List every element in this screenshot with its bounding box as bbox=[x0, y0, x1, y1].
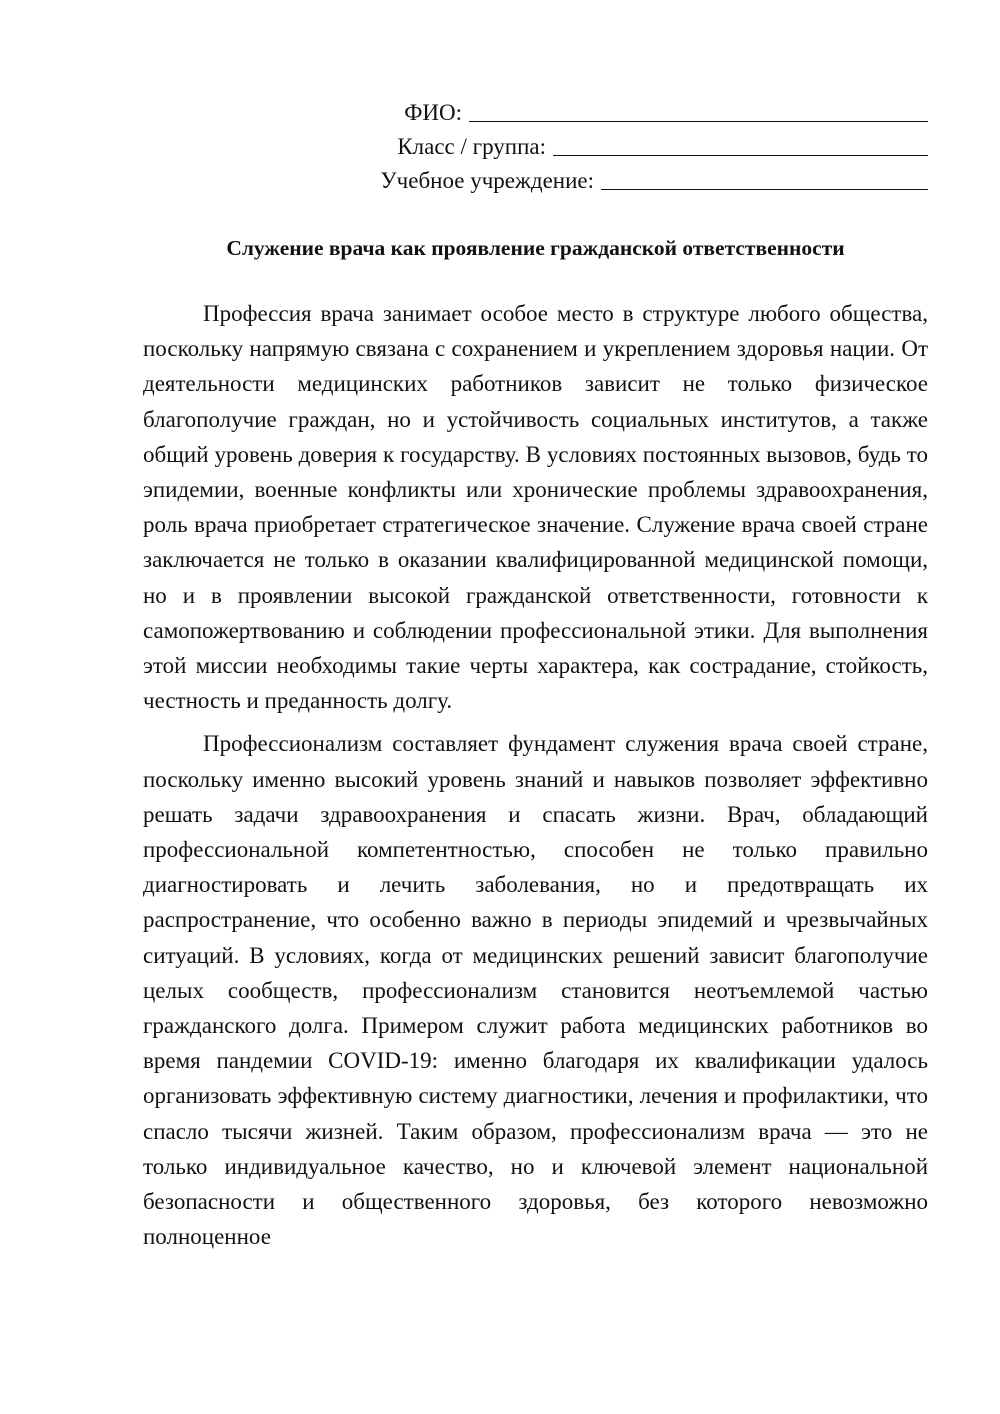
institution-label: Учебное учреждение: bbox=[380, 168, 594, 193]
essay-title: Служение врача как проявление гражданской ответственности bbox=[226, 236, 845, 260]
institution-blank-line[interactable] bbox=[601, 167, 928, 190]
paragraph-professionalism: Профессионализм составляет фундамент служения врача своей стране, поскольку именно высокий уровень знаний и навыков позволяет эффективно решать задачи здравоохранения и спасать жизни. Врач, обладающий профессиональной компетентностью, способен не только правильно диагностировать и лечить заболевания, но и предотвращать их распространение, что особенно важно в периоды эпидемий и чрезвычайных ситуаций. В условиях, когда от медицинских решений зависит благополучие целых сообществ, профессионализм становится неотъемлемой частью гражданского долга. Примером служит работа медицинских работников во время пандемии COVID-19: именно благодаря их квалификации удалось организовать эффективную систему диагностики, лечения и профилактики, что спасло тысячи жизней. Таким образом, профессионализм врача — это не только индивидуальное качество, но и ключевой элемент национальной безопасности и общественного здоровья, без которого невозможно полноценное bbox=[143, 731, 928, 1250]
fio-blank-line[interactable] bbox=[469, 99, 928, 122]
paragraph-intro: Профессия врача занимает особое место в структуре любого общества, поскольку напрямую связана с сохранением и укреплением здоровья нации. От деятельности медицинских работников зависит не только физическое благополучие граждан, но и устойчивость социальных институтов, а также общий уровень доверия к государству. В условиях постоянных вызовов, будь то эпидемии, военные конфликты или хронические проблемы здравоохранения, роль врача приобретает стратегическое значение. Служение врача своей стране заключается не только в оказании квалифицированной медицинской помощи, но и в проявлении высокой гражданской ответственности, готовности к самопожертвованию и соблюдении профессиональной этики. Для выполнения этой миссии необходимы такие черты характера, как сострадание, стойкость, честность и преданность долгу. bbox=[143, 301, 928, 714]
essay-body bbox=[143, 296, 928, 1262]
student-info-header bbox=[340, 96, 928, 198]
class-blank-line[interactable] bbox=[553, 133, 928, 156]
institution-field bbox=[340, 164, 928, 198]
class-label: Класс / группа: bbox=[397, 134, 546, 159]
class-field bbox=[340, 130, 928, 164]
fio-field bbox=[340, 96, 928, 130]
fio-label: ФИО: bbox=[404, 100, 462, 125]
